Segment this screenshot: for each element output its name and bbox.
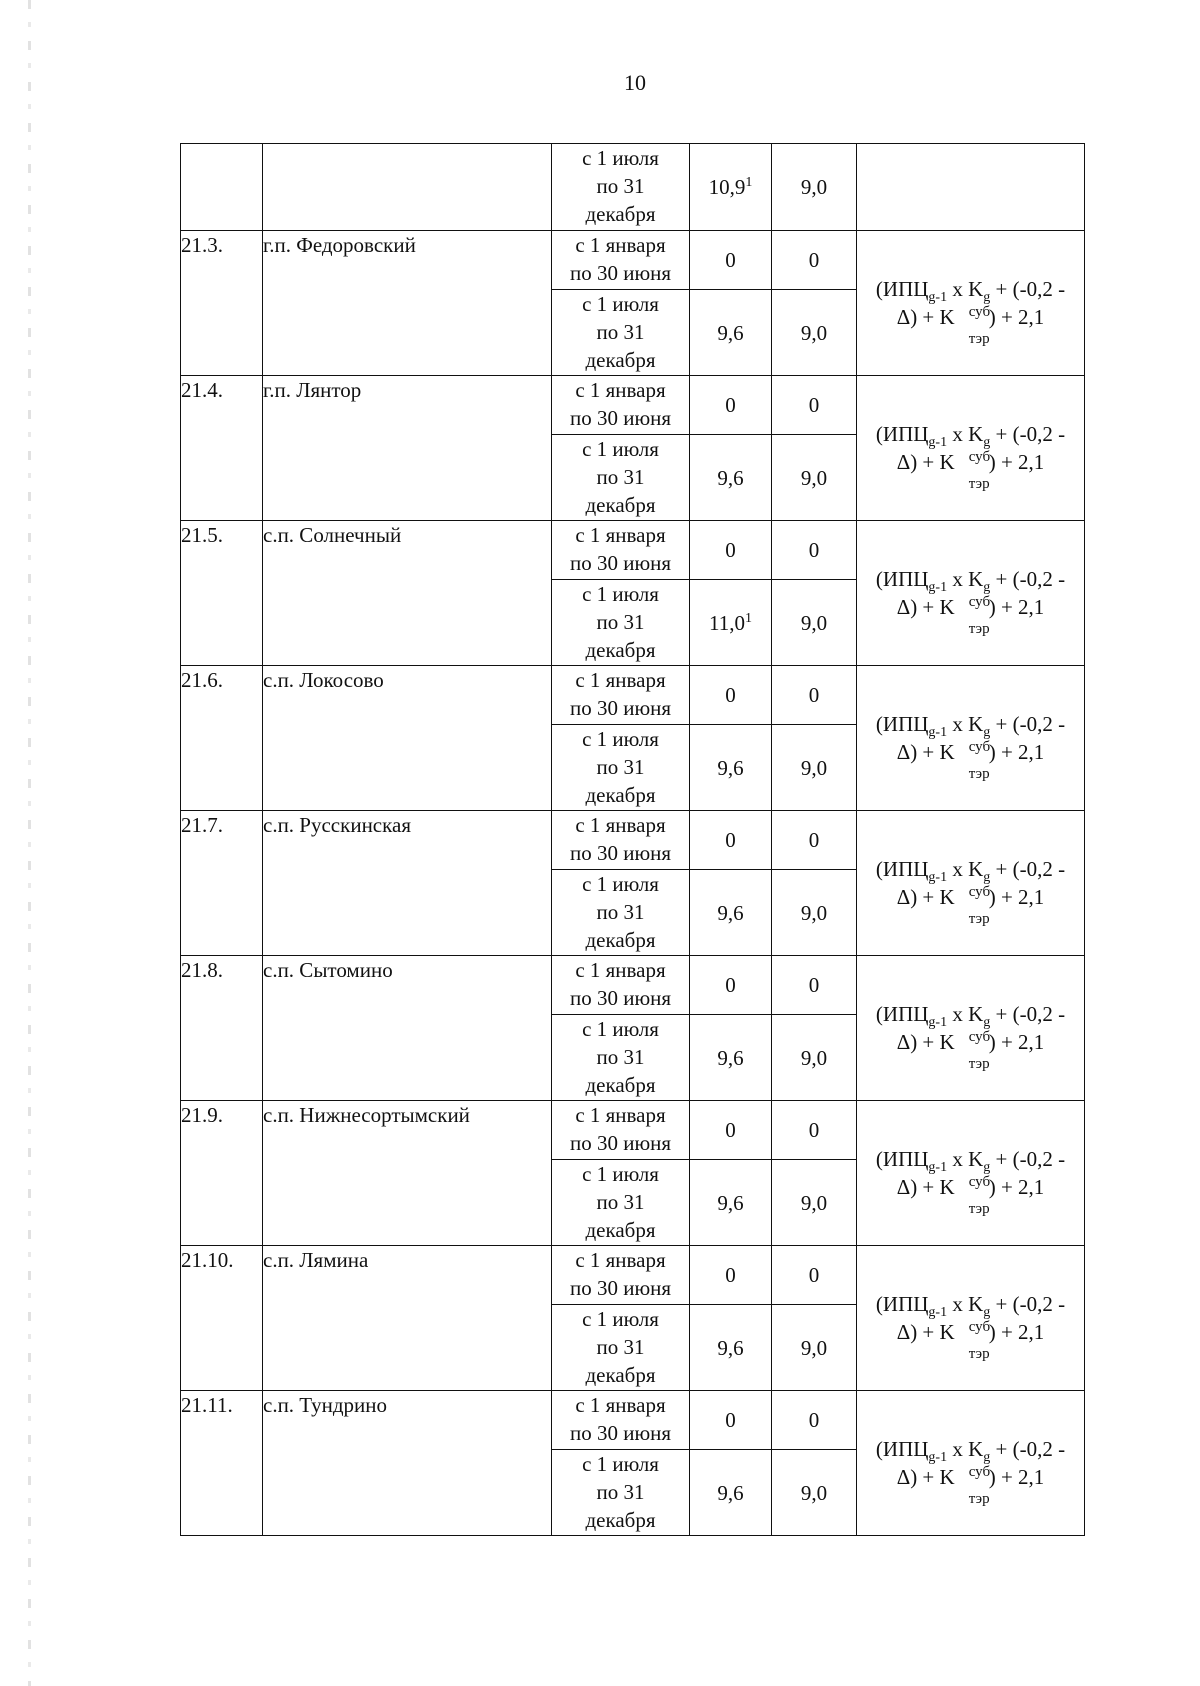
value-cell: 9,6: [690, 725, 772, 811]
value-cell: 0: [690, 376, 772, 435]
table-row: [181, 376, 1085, 435]
period-cell: с 1 января по 30 июня: [552, 1246, 690, 1305]
formula-cell: ($ИПЦ_{g-1}$ x $K_g + (-0,2$ - Δ) + K суб тэр ) + 2,1: [857, 1101, 1085, 1246]
period-cell: с 1 июля по 31 декабря: [552, 1305, 690, 1391]
row-number: 21.8.: [181, 956, 263, 1101]
period-cell: с 1 июля по 31 декабря: [552, 1450, 690, 1536]
period-cell: с 1 января по 30 июня: [552, 811, 690, 870]
tariff-table: [180, 143, 1085, 1536]
value-cell: 0: [772, 956, 857, 1015]
settlement-name: г.п. Федоровский: [263, 231, 552, 376]
row-number: 21.4.: [181, 376, 263, 521]
value-cell: 9,0: [772, 725, 857, 811]
table-row: [181, 1391, 1085, 1450]
table-row: [181, 1246, 1085, 1305]
settlement-name: с.п. Солнечный: [263, 521, 552, 666]
value-cell: 0: [690, 231, 772, 290]
table-row: [181, 1101, 1085, 1160]
formula-cell: [857, 144, 1085, 231]
value-cell: 0: [772, 1246, 857, 1305]
value-cell: 9,0: [772, 144, 857, 231]
name-cell: [263, 144, 552, 231]
row-number: 21.3.: [181, 231, 263, 376]
page-number: 10: [624, 70, 646, 95]
period-cell: с 1 января по 30 июня: [552, 231, 690, 290]
value-cell: 0: [772, 666, 857, 725]
value-cell: 0: [690, 1246, 772, 1305]
table-row: [181, 666, 1085, 725]
table-row: [181, 521, 1085, 580]
period-cell: с 1 января по 30 июня: [552, 1391, 690, 1450]
formula-cell: ($ИПЦ_{g-1}$ x $K_g + (-0,2$ - Δ) + K суб тэр ) + 2,1: [857, 956, 1085, 1101]
value-cell: 9,0: [772, 870, 857, 956]
period-cell: с 1 января по 30 июня: [552, 956, 690, 1015]
num-cell: [181, 144, 263, 231]
settlement-name: с.п. Локосово: [263, 666, 552, 811]
value-cell: 9,6: [690, 1450, 772, 1536]
row-number: 21.9.: [181, 1101, 263, 1246]
value-cell: 9,6: [690, 1015, 772, 1101]
value-cell: 9,0: [772, 1160, 857, 1246]
scan-edge-artifact: [28, 0, 31, 1686]
period-cell: с 1 января по 30 июня: [552, 1101, 690, 1160]
value-cell: 9,6: [690, 1305, 772, 1391]
settlement-name: с.п. Русскинская: [263, 811, 552, 956]
settlement-name: с.п. Сытомино: [263, 956, 552, 1101]
value-cell: 9,6: [690, 435, 772, 521]
value-cell: 9,0: [772, 1015, 857, 1101]
formula-cell: ($ИПЦ_{g-1}$ x $K_g + (-0,2$ - Δ) + K суб тэр ) + 2,1: [857, 521, 1085, 666]
value-cell: 0: [690, 666, 772, 725]
settlement-name: с.п. Тундрино: [263, 1391, 552, 1536]
table-row: [181, 956, 1085, 1015]
table-row: [181, 231, 1085, 290]
period-cell: с 1 июля по 31 декабря: [552, 580, 690, 666]
period-cell: с 1 июля по 31 декабря: [552, 144, 690, 231]
value-cell: 0: [690, 811, 772, 870]
value-cell: 0: [690, 1391, 772, 1450]
value-cell: 0: [690, 521, 772, 580]
period-cell: с 1 июля по 31 декабря: [552, 435, 690, 521]
value-cell: 0: [772, 376, 857, 435]
period-cell: с 1 января по 30 июня: [552, 666, 690, 725]
value-cell: 9,0: [772, 290, 857, 376]
value-cell: 10,9$^1$: [690, 144, 772, 231]
value-cell: 0: [690, 1101, 772, 1160]
row-number: 21.6.: [181, 666, 263, 811]
formula-cell: ($ИПЦ_{g-1}$ x $K_g + (-0,2$ - Δ) + K суб тэр ) + 2,1: [857, 1246, 1085, 1391]
settlement-name: с.п. Лямина: [263, 1246, 552, 1391]
value-cell: 0: [772, 1391, 857, 1450]
period-cell: с 1 июля по 31 декабря: [552, 290, 690, 376]
table-row: [181, 144, 1085, 231]
period-cell: с 1 июля по 31 декабря: [552, 1160, 690, 1246]
table-row: [181, 811, 1085, 870]
settlement-name: г.п. Лянтор: [263, 376, 552, 521]
row-number: 21.11.: [181, 1391, 263, 1536]
value-cell: 9,6: [690, 870, 772, 956]
value-cell: 11,0$^1$: [690, 580, 772, 666]
value-cell: 0: [772, 521, 857, 580]
value-cell: 0: [772, 811, 857, 870]
formula-cell: ($ИПЦ_{g-1}$ x $K_g + (-0,2$ - Δ) + K суб тэр ) + 2,1: [857, 1391, 1085, 1536]
formula-cell: ($ИПЦ_{g-1}$ x $K_g + (-0,2$ - Δ) + K суб тэр ) + 2,1: [857, 666, 1085, 811]
formula-cell: ($ИПЦ_{g-1}$ x $K_g + (-0,2$ - Δ) + K суб тэр ) + 2,1: [857, 376, 1085, 521]
value-cell: 0: [772, 1101, 857, 1160]
value-cell: 9,0: [772, 1305, 857, 1391]
value-cell: 9,6: [690, 1160, 772, 1246]
formula-cell: ($ИПЦ_{g-1}$ x $K_g + (-0,2$ - Δ) + K суб тэр ) + 2,1: [857, 231, 1085, 376]
value-cell: 9,0: [772, 580, 857, 666]
value-cell: 0: [772, 231, 857, 290]
row-number: 21.10.: [181, 1246, 263, 1391]
value-cell: 9,0: [772, 1450, 857, 1536]
value-cell: 0: [690, 956, 772, 1015]
period-cell: с 1 июля по 31 декабря: [552, 1015, 690, 1101]
period-cell: с 1 января по 30 июня: [552, 376, 690, 435]
value-cell: 9,6: [690, 290, 772, 376]
formula-cell: ($ИПЦ_{g-1}$ x $K_g + (-0,2$ - Δ) + K суб тэр ) + 2,1: [857, 811, 1085, 956]
settlement-name: с.п. Нижнесортымский: [263, 1101, 552, 1246]
row-number: 21.5.: [181, 521, 263, 666]
period-cell: с 1 июля по 31 декабря: [552, 725, 690, 811]
period-cell: с 1 января по 30 июня: [552, 521, 690, 580]
period-cell: с 1 июля по 31 декабря: [552, 870, 690, 956]
row-number: 21.7.: [181, 811, 263, 956]
value-cell: 9,0: [772, 435, 857, 521]
